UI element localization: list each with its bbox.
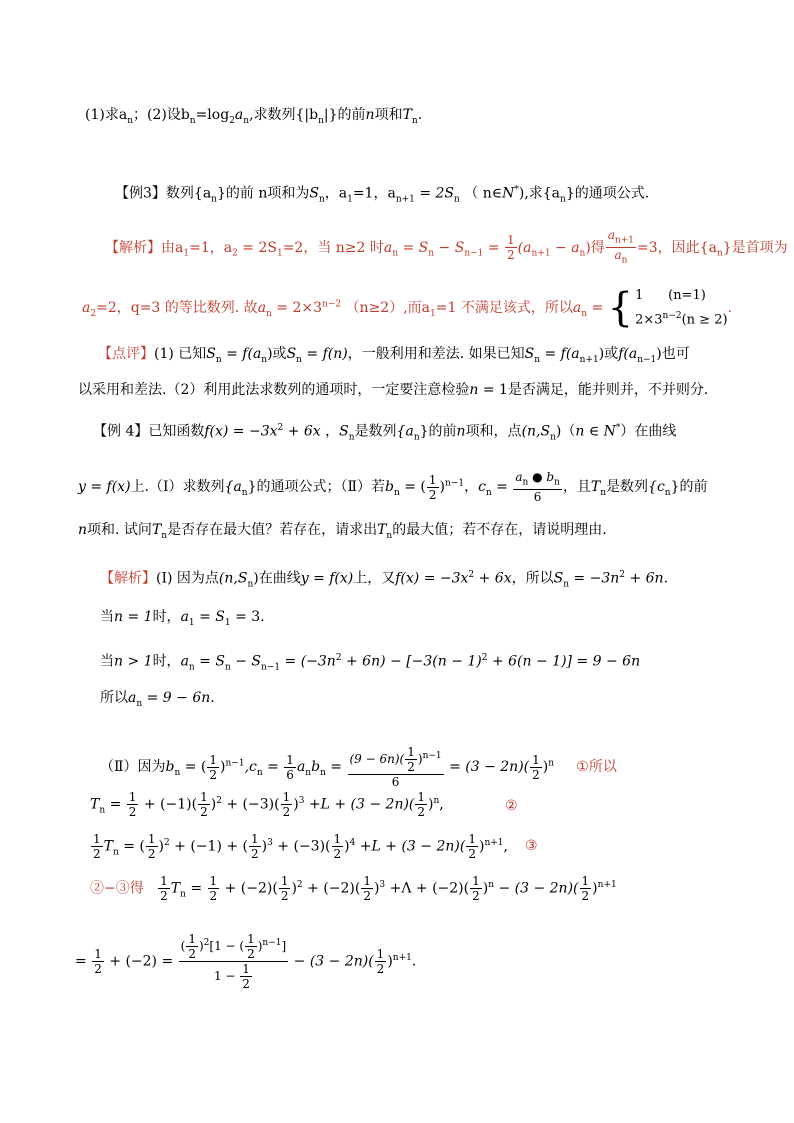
fraction: $\frac{1}{2}$ (280, 874, 289, 903)
example-4-line-1: 【例 4】已知函数$f(x) = -3x^2 + 6x$ ，$S_n$是数列$\{a_n\}$的前n项和，点$(n,S_n)(n$ ∈ N*）在曲线 (93, 423, 677, 443)
equation-2-marker: ② (505, 798, 518, 814)
fraction: $\frac{1}{2}$ (200, 790, 208, 819)
comment-line-2: 以采用和差法.（2）利用此法求数列的通项时，一定要注意检验n = 1是否满足，能并则并，不并则分. (78, 382, 709, 398)
fraction: $\frac{1}{2}$ (581, 874, 590, 903)
fraction: $\frac{1}{2}$ (333, 832, 342, 861)
equation-3: $\frac{1}{2}$ $T_n$ = ( $\frac{1}{2}$ )$^2$ + (−1) + ( $\frac{1}{2}$ )$^3$ + (−3)( $\frac{1}{2}$ )$^4$ +L + (3 − 2n)( $\frac{1}{2}$ )$^{n+1}$, (93, 832, 508, 861)
example-4-solution-line-4: 所以$a_n = 9 - 6n$. (100, 690, 215, 709)
example-3-solution-line-2: $a_2=2$，q=3 的等比数列. 故$a_n = 2\times 3^{n-2}$ （n≥2）,而$a_1=1$ 不满足该式，所以$a_n$ = { 1 (n=1) $2\times 3^{n-2}(n \ge 2)$ . (82, 285, 733, 332)
example-3-solution-line-1: 【解析】由$a_1=1$，$a_2 = 2S_1=2$，当 n≥2 时$a_n = S_n - S_{n-1}$ = $\frac{1}{2}$ $(a_{n+1} - a_n)$得 $\frac{a_{n+1}}{a_n}$ =3，因此$\{a_n\}$是首项为 (105, 228, 788, 266)
fraction: $\frac{1}{2}$ (128, 790, 137, 819)
comment-line-1: 【点评】(1) 已知$S_n = f(a_n)$或$S_n = f(n)$，一般利用和差法. 如果已知$S_n = f(a_{n+1})$或$f(a_{n-1})$也可 (98, 346, 690, 365)
fraction: (9 − 6n)( $\frac{1}{2}$ )$^{n-1}$ 6 (349, 745, 442, 789)
fraction: $\frac{1}{2}$ (147, 832, 156, 861)
fraction: $\frac{1}{2}$ (209, 752, 218, 782)
fraction: $\frac{1}{6}$ (286, 752, 294, 782)
example-4-line-3: n项和. 试问$T_n$是否存在最大值？若存在，请求出$T_n$的最大值；若不存在，请说明理由. (78, 522, 607, 541)
fraction: $\frac{1}{2}$ (160, 874, 168, 903)
problem-parts-line: (1)求$a_n$；(2)设$b_n=\log_2a_n$,求数列$\{|b_n|\}$的前n项和$T_n$. (85, 107, 423, 126)
fraction: $\frac{a_{n+1}}{a_n}$ (607, 228, 635, 266)
fraction: $\frac{1}{2}$ (472, 874, 480, 903)
fraction: $\frac{1}{2}$ (93, 832, 101, 861)
fraction: $\frac{1}{2}$ (417, 790, 426, 819)
fraction: $\frac{1}{2}$ (209, 874, 218, 903)
equation-2: $T_n$ = $\frac{1}{2}$ + (−1)( $\frac{1}{2}$ )$^2$ + (−3)( $\frac{1}{2}$ )$^3$ +L + (3 − 2n)( $\frac{1}{2}$ )$^n$, (90, 790, 444, 819)
equation-3-marker: ③ (525, 838, 538, 854)
fraction: $\frac{1}{2}$ (507, 233, 515, 263)
example-4-solution-line-1: 【解析】(Ⅰ) 因为点$(n,S_n)$在曲线y = f(x)上，又$f(x) = -3x^2 + 6x$，所以$S_n = -3n^2 + 6n$. (100, 570, 669, 590)
fraction: ( $\frac{1}{2}$ )$^2$[1 − ( $\frac{1}{2}$ )$^{n-1}$] 1 − $\frac{1}{2}$ (180, 932, 287, 991)
fraction: $\frac{a_n ● b_n}{6}$ (515, 470, 560, 505)
piecewise-cases: { 1 (n=1) $2\times 3^{n-2}(n \ge 2)$ (607, 285, 728, 332)
example-4-solution-line-2: 当n = 1时，$a_1 = S_1 = 3$. (100, 609, 265, 628)
example-3-statement: 【例3】数列$\{a_n\}$的前 n项和为$S_n$，$a_1=1$，$a_{n+1} = 2S_n$ （ n∈N*),求$\{a_n\}$的通项公式. (115, 185, 650, 205)
fraction: $\frac{1}{2}$ (251, 832, 259, 861)
fraction: $\frac{1}{2}$ (94, 947, 102, 976)
fraction: $\frac{1}{2}$ (468, 832, 476, 861)
fraction: $\frac{1}{2}$ (428, 472, 437, 502)
example-4-line-2: y = f(x)上.（Ⅰ）求数列$\{a_n\}$的通项公式；（Ⅱ）若$b_n$ = ( $\frac{1}{2}$ )$^{n-1}$，$c_n$ = $\frac{a_n ● b_n}{6}$ ，且$T_n$是数列$\{c_n\}$的前 (78, 470, 708, 505)
fraction: $\frac{1}{2}$ (376, 947, 385, 976)
example-4-solution-line-3: 当n > 1时，$a_n = S_n - S_{n-1} = (-3n^2 + 6n) - [-3(n - 1)^2 + 6(n - 1)] = 9 - 6n$ (100, 653, 641, 673)
equation-result: = $\frac{1}{2}$ + (−2) = ( $\frac{1}{2}$ )$^2$[1 − ( $\frac{1}{2}$ )$^{n-1}$] 1 − $\frac{1}{2}$ − (3 − 2n)( $\frac{1}{2}$ )$^{n+1}$. (75, 932, 417, 991)
fraction: $\frac{1}{2}$ (532, 752, 540, 782)
part-2-line-1: （Ⅱ）因为$b_n$ = ( $\frac{1}{2}$ )$^{n-1},c_n$ = $\frac{1}{6}$ $a_nb_n$ = (9 − 6n)( $\frac{1}{2}$ )$^{n-1}$ 6 = (3 − 2n)( $\frac{1}{2}$ )$^n$ ①所以 (100, 745, 617, 789)
fraction: $\frac{1}{2}$ (282, 790, 291, 819)
fraction: $\frac{1}{2}$ (363, 874, 371, 903)
equation-difference: ②−③得 $\frac{1}{2}$ $T_n$ = $\frac{1}{2}$ + (−2)( $\frac{1}{2}$ )$^2$ + (−2)( $\frac{1}{2}$ )$^3$ +Λ + (−2)( $\frac{1}{2}$ )$^n$ − (3 − 2n)( $\frac{1}{2}$ )$^{n+1}$ (90, 874, 617, 903)
